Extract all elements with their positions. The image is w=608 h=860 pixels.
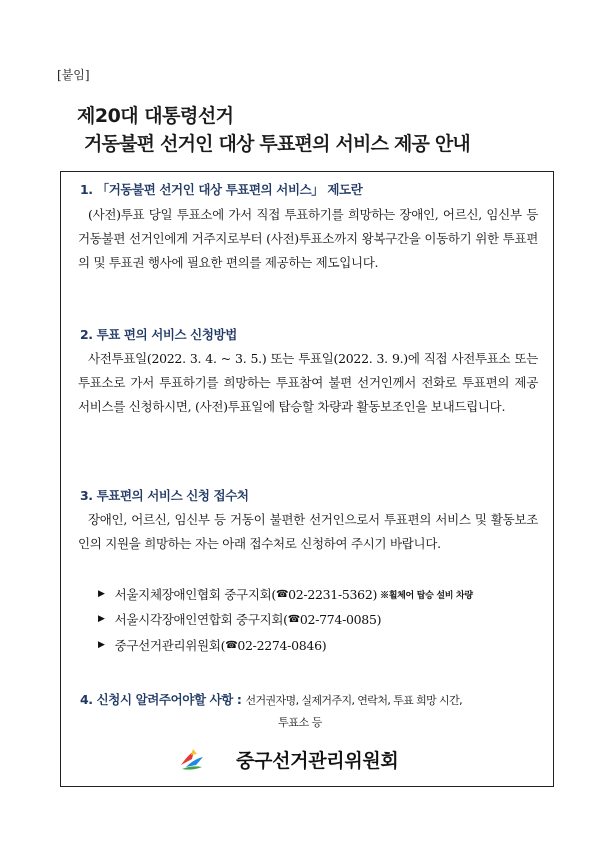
section-4-heading-text: 4. 신청시 알려주어야할 사항 : [80,692,242,707]
title-service: 거동불편 선거인 대상 투표편의 서비스 제공 안내 [84,133,470,155]
contact-item [98,610,381,628]
contact-name: 서울시각장애인연합회 중구지회( [114,612,288,627]
section-2-body: 사전투표일(2022. 3. 4. ~ 3. 5.) 또는 투표일(2022. 3. 9.)에 직접 사전투표소 또는 투표소로 가서 투표하기를 희망하는 투표참여 불편 선거인께서 전화로 투표편의 제공 서비스를 신청하시면, (사전)투표일에 탑승할 차량과 활동보조인을 보내드립니다. [78,351,538,414]
contact-item [98,636,326,654]
contact-item [98,585,473,603]
title-election: 제20대 대통령선거 [77,105,234,127]
contact-name: 서울지체장애인협회 중구지회( [114,587,276,602]
election-commission-logo-icon [178,745,206,773]
contact-phone: 02-2274-0846) [237,637,327,653]
section-2-heading: 2. 투표 편의 서비스 신청방법 [80,327,237,342]
section-1-body: (사전)투표 당일 투표소에 가서 직접 투표하기를 희망하는 장애인, 어르신, 임신부 등 거동불편 선거인에게 거주지로부터 (사전)투표소까지 왕복구간을 이동하기 위한 투표편의 및 투표권 행사에 필요한 편의를 제공하는 제도입니다. [78,207,538,270]
triangle-bullet-icon: ▶ [98,614,105,624]
section-1-heading: 1. 「거동불편 선거인 대상 투표편의 서비스」 제도란 [80,182,363,197]
organization-name: 중구선거관리위원회 [236,750,399,772]
section-4-heading [80,690,462,708]
section-3-body: 장애인, 어르신, 임신부 등 거동이 불편한 선거인으로서 투표편의 서비스 및 활동보조인의 지원을 희망하는 자는 아래 접수처로 신청하여 주시기 바랍니다. [78,512,538,551]
section-3-heading: 3. 투표편의 서비스 신청 접수처 [80,488,249,503]
attachment-label: [붙임] [57,68,90,82]
contact-note: ※휠체어 탑승 설비 차량 [380,590,473,601]
phone-icon: ☎ [287,613,300,625]
contact-phone: 02-2231-5362) [288,586,378,602]
phone-icon: ☎ [275,588,289,600]
section-4-body: 선거권자명, 실제거주지, 연락처, 투표 희망 시간, [245,694,462,707]
contact-name: 중구선거관리위원회( [114,638,226,653]
triangle-bullet-icon: ▶ [98,640,105,650]
section-4-body-cont: 투표소 등 [278,716,323,729]
triangle-bullet-icon: ▶ [98,589,105,599]
contact-phone: 02-774-0085) [299,611,382,627]
phone-icon: ☎ [225,639,238,651]
